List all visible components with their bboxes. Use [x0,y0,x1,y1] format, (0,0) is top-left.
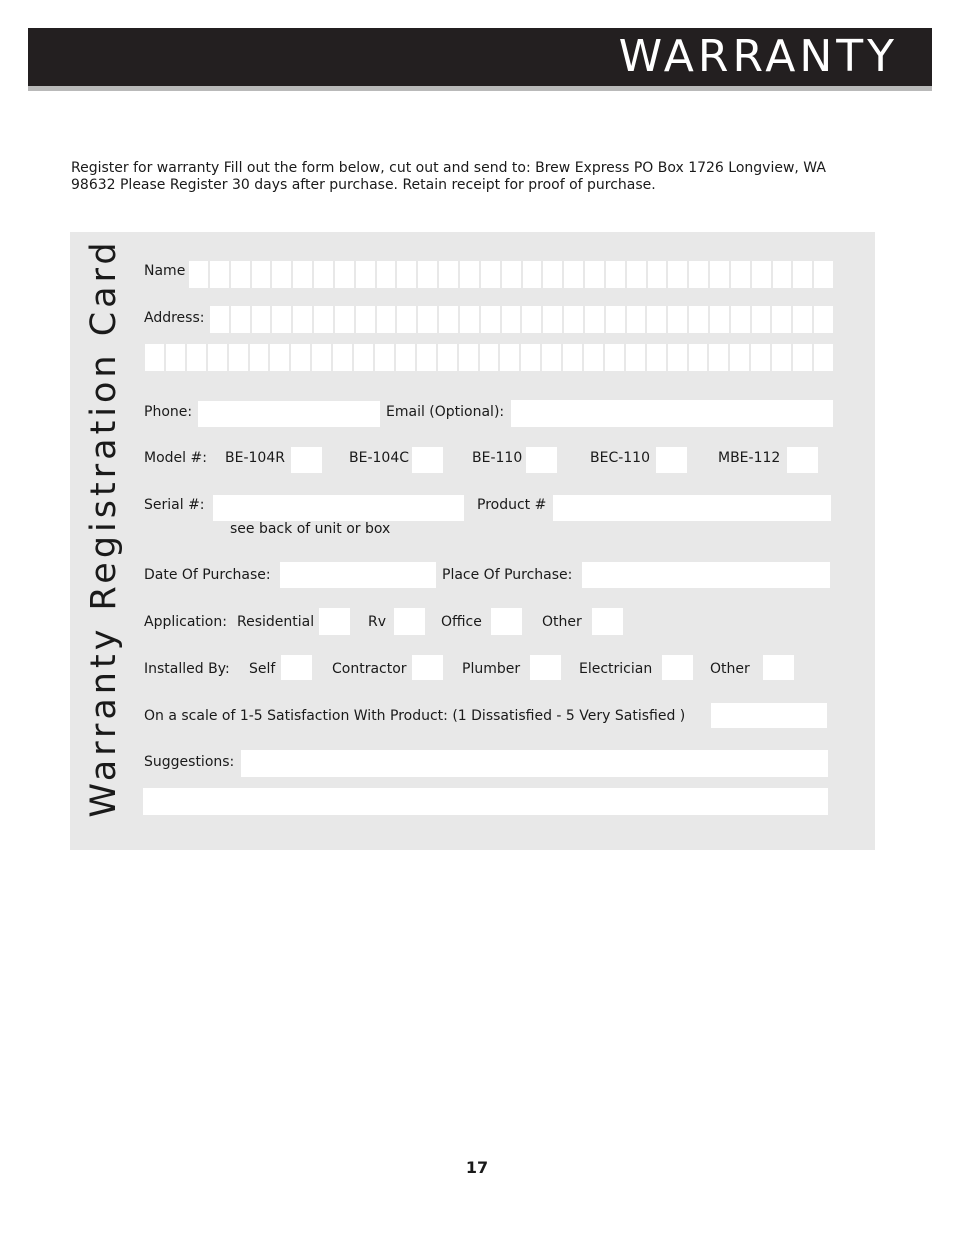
character-cell[interactable] [731,261,750,288]
character-cell[interactable] [689,344,708,371]
date-of-purchase-label: Date Of Purchase: [144,567,271,583]
character-cell[interactable] [710,261,729,288]
character-cell[interactable] [145,344,164,371]
serial-label: Serial #: [144,497,205,513]
application-checkbox-residential[interactable] [319,608,350,635]
character-cell[interactable] [480,344,499,371]
character-cell[interactable] [521,344,540,371]
character-cell[interactable] [356,261,375,288]
character-cell[interactable] [396,344,415,371]
model-label: Model #: [144,450,207,466]
character-cell[interactable] [293,306,312,333]
character-cell[interactable] [751,344,770,371]
suggestions-field-line1[interactable] [241,750,828,777]
phone-field[interactable] [198,401,380,427]
character-cell[interactable] [585,261,604,288]
character-cell[interactable] [814,261,833,288]
character-cell[interactable] [627,306,646,333]
character-cell[interactable] [522,306,541,333]
character-cell[interactable] [543,261,562,288]
name-label: Name [144,263,186,279]
character-cell[interactable] [459,344,478,371]
character-cell[interactable] [668,306,687,333]
character-cell[interactable] [397,261,416,288]
installer-option-label: Other [710,661,750,677]
character-cell[interactable] [272,306,291,333]
character-cell[interactable] [668,344,687,371]
installer-checkbox-plumber[interactable] [530,655,561,680]
installer-checkbox-self[interactable] [281,655,312,680]
character-cell[interactable] [793,261,812,288]
character-cell[interactable] [647,344,666,371]
character-cell[interactable] [542,344,561,371]
character-cell[interactable] [585,306,604,333]
character-cell[interactable] [772,306,791,333]
satisfaction-field[interactable] [711,703,827,728]
character-cell[interactable] [730,344,749,371]
character-cell[interactable] [523,261,542,288]
character-cell[interactable] [564,261,583,288]
character-cell[interactable] [231,306,250,333]
character-cell[interactable] [564,306,583,333]
model-checkbox-be-104r[interactable] [291,447,322,473]
model-option-label: BEC-110 [590,450,650,466]
header-divider [28,86,932,91]
character-cell[interactable] [648,261,667,288]
page-number: 17 [465,1158,489,1177]
character-cell[interactable] [481,306,500,333]
character-cell[interactable] [377,306,396,333]
character-cell[interactable] [187,344,206,371]
character-cell[interactable] [189,261,208,288]
installer-checkbox-other[interactable] [763,655,794,680]
suggestions-field-line2[interactable] [143,788,828,815]
serial-hint: see back of unit or box [230,521,391,537]
date-of-purchase-field[interactable] [280,562,436,588]
character-cell[interactable] [418,306,437,333]
model-option-label: BE-104C [349,450,409,466]
character-cell[interactable] [773,261,792,288]
character-cell[interactable] [502,306,521,333]
character-cell[interactable] [793,344,812,371]
character-cell[interactable] [481,261,500,288]
character-cell[interactable] [500,344,519,371]
model-checkbox-be-110[interactable] [526,447,557,473]
place-of-purchase-label: Place Of Purchase: [442,567,573,583]
character-cell[interactable] [814,344,833,371]
character-cell[interactable] [314,261,333,288]
character-cell[interactable] [166,344,185,371]
model-checkbox-bec-110[interactable] [656,447,687,473]
character-cell[interactable] [229,344,248,371]
model-option-label: BE-110 [472,450,523,466]
model-checkbox-be-104c[interactable] [412,447,443,473]
application-option-label: Other [542,614,582,630]
place-of-purchase-field[interactable] [582,562,830,588]
character-cell[interactable] [752,261,771,288]
character-cell[interactable] [418,261,437,288]
character-cell[interactable] [627,261,646,288]
page-title: WARRANTY [618,31,898,82]
installer-option-label: Plumber [462,661,521,677]
header-bar [28,28,932,86]
phone-label: Phone: [144,404,193,420]
character-cell[interactable] [208,344,227,371]
application-checkbox-rv[interactable] [394,608,425,635]
character-cell[interactable] [335,261,354,288]
installer-checkbox-contractor[interactable] [412,655,443,680]
character-cell[interactable] [460,261,479,288]
application-option-label: Residential [237,614,315,630]
application-label: Application: [144,614,227,630]
installed-by-label: Installed By: [144,661,230,677]
application-option-label: Rv [368,614,387,630]
character-cell[interactable] [354,344,373,371]
character-cell[interactable] [314,306,333,333]
installer-checkbox-electrician[interactable] [662,655,693,680]
character-cell[interactable] [543,306,562,333]
character-cell[interactable] [626,344,645,371]
character-cell[interactable] [252,261,271,288]
character-cell[interactable] [502,261,521,288]
product-field[interactable] [553,495,831,521]
character-cell[interactable] [356,306,375,333]
character-cell[interactable] [814,306,833,333]
character-cell[interactable] [375,344,394,371]
address-field-line2[interactable] [145,344,833,371]
character-cell[interactable] [772,344,791,371]
character-cell[interactable] [210,261,229,288]
email-field[interactable] [511,400,833,427]
character-cell[interactable] [793,306,812,333]
installer-option-label: Self [249,661,276,677]
character-cell[interactable] [291,344,310,371]
character-cell[interactable] [293,261,312,288]
character-cell[interactable] [460,306,479,333]
address-field-line1[interactable] [210,306,833,333]
application-checkbox-office[interactable] [491,608,522,635]
character-cell[interactable] [417,344,436,371]
character-cell[interactable] [647,306,666,333]
character-cell[interactable] [397,306,416,333]
name-field[interactable] [189,261,833,288]
email-label: Email (Optional): [386,404,505,420]
application-option-label: Office [441,614,482,630]
character-cell[interactable] [333,344,352,371]
character-cell[interactable] [689,261,708,288]
character-cell[interactable] [668,261,687,288]
suggestions-label: Suggestions: [144,754,235,770]
character-cell[interactable] [689,306,708,333]
character-cell[interactable] [439,306,458,333]
serial-field[interactable] [213,495,464,521]
satisfaction-label: On a scale of 1-5 Satisfaction With Product: (1 Dissatisfied - 5 Very Satisfied ) [144,708,686,724]
character-cell[interactable] [563,344,582,371]
character-cell[interactable] [272,261,291,288]
character-cell[interactable] [438,344,457,371]
product-label: Product # [477,497,547,513]
installer-option-label: Contractor [332,661,407,677]
installer-option-label: Electrician [579,661,653,677]
character-cell[interactable] [210,306,229,333]
address-label: Address: [144,310,205,326]
character-cell[interactable] [270,344,289,371]
character-cell[interactable] [710,306,729,333]
application-checkbox-other[interactable] [592,608,623,635]
character-cell[interactable] [731,306,750,333]
model-option-label: MBE-112 [718,450,781,466]
character-cell[interactable] [605,344,624,371]
character-cell[interactable] [312,344,331,371]
character-cell[interactable] [606,261,625,288]
model-checkbox-mbe-112[interactable] [787,447,818,473]
character-cell[interactable] [250,344,269,371]
character-cell[interactable] [752,306,771,333]
model-option-label: BE-104R [225,450,285,466]
card-vertical-title: Warranty Registration Card [84,238,124,818]
character-cell[interactable] [377,261,396,288]
character-cell[interactable] [439,261,458,288]
intro-text: Register for warranty Fill out the form below, cut out and send to: Brew Express PO Box 1726 Longview, WA 98632 Please Register 30 days after purchase. Retain receipt for proof of purchase. [71,160,826,193]
character-cell[interactable] [252,306,271,333]
character-cell[interactable] [709,344,728,371]
character-cell[interactable] [335,306,354,333]
character-cell[interactable] [231,261,250,288]
character-cell[interactable] [606,306,625,333]
character-cell[interactable] [584,344,603,371]
